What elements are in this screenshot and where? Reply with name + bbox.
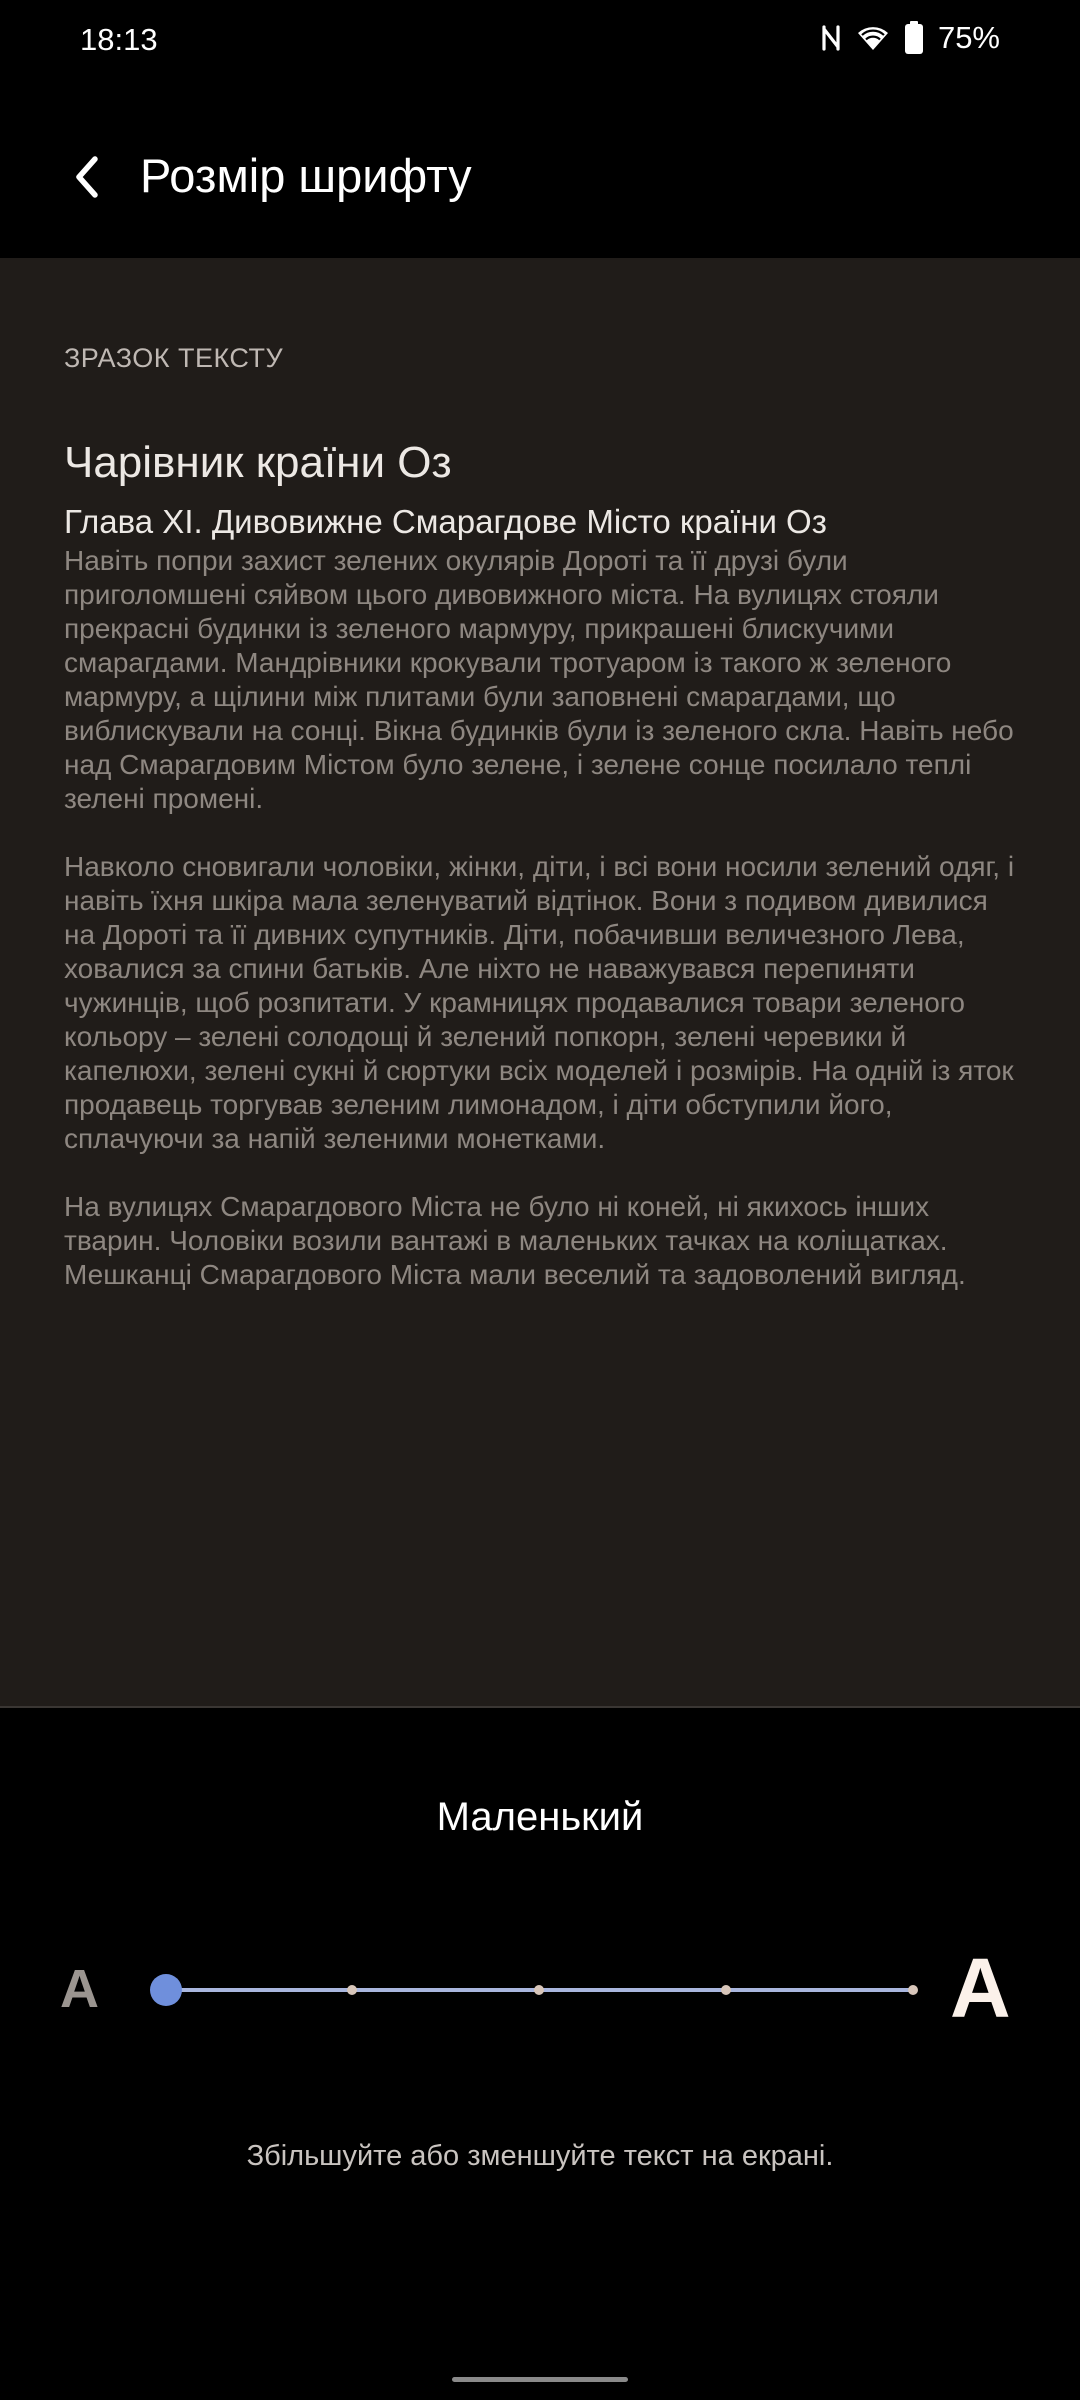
- status-bar: [0, 0, 1080, 80]
- slider-tick[interactable]: [721, 1985, 731, 1995]
- slider-tick[interactable]: [534, 1985, 544, 1995]
- larger-font-button[interactable]: A: [950, 1941, 1011, 2035]
- app-bar: [0, 100, 1080, 258]
- battery-percent: 75%: [937, 20, 1000, 55]
- chapter-title: Глава XI. Дивовижне Смарагдове Місто країни Оз: [64, 503, 827, 540]
- status-icons: [820, 20, 1000, 56]
- gesture-nav-handle[interactable]: [452, 2377, 628, 2382]
- sample-text: [64, 544, 1024, 1326]
- chevron-left-icon: [67, 153, 107, 206]
- battery-icon: [904, 21, 924, 55]
- current-size-label: Маленький: [436, 1795, 644, 1839]
- slider-thumb[interactable]: [150, 1974, 182, 2006]
- back-button[interactable]: [52, 144, 122, 214]
- slider-tick[interactable]: [908, 1985, 918, 1995]
- font-size-hint: Збільшуйте або зменшуйте текст на екрані.: [246, 2140, 834, 2172]
- text-preview-panel: [0, 258, 1080, 1708]
- book-title: Чарівник країни Оз: [64, 438, 452, 487]
- status-time: 18:13: [80, 22, 158, 57]
- slider-tick[interactable]: [347, 1985, 357, 1995]
- sample-paragraph: На вулицях Смарагдового Міста не було ні коней, ні якихось інших тварин. Чоловіки возили вантажі в маленьких тачках на коліщатках. Мешканці Смарагдового Міста мали веселий та задоволений вигляд.: [64, 1191, 966, 1290]
- preview-label: ЗРАЗОК ТЕКСТУ: [64, 343, 284, 373]
- wifi-icon: [856, 24, 890, 52]
- sample-paragraph: Навколо сновигали чоловіки, жінки, діти, і всі вони носили зелений одяг, і навіть їхня шкіра мала зеленуватий відтінок. Вони з подивом дивилися на Дороті та її дивних супутників. Діти, побачивши величезного Лева, ховалися за спини батьків. Але ніхто не наважувався перепиняти чужинців, щоб розпитати. У крамницях продавалися товари зеленого кольору – зелені солодощі й зелений попкорн, зелені черевики й капелюхи, зелені сукні й сюртуки всіх моделей і розмірів. На одній із яток продавець торгував зеленим лимонадом, і діти обступили його, сплачуючи за напій зеленими монетками.: [64, 851, 1015, 1154]
- nfc-icon: [820, 23, 842, 53]
- smaller-font-button[interactable]: A: [60, 1959, 99, 2019]
- font-size-slider[interactable]: [150, 1960, 920, 2020]
- page-title: Розмір шрифту: [140, 149, 472, 202]
- sample-paragraph: Навіть попри захист зелених окулярів Дороті та її друзі були приголомшені сяйвом цього дивовижного міста. На вулицях стояли прекрасні будинки із зеленого мармуру, прикрашені блискучими смарагдами. Мандрівники крокували тротуаром із такого ж зеленого мармуру, а щілини між плитами були заповнені смарагдами, що виблискували на сонці. Вікна будинків були із зеленого скла. Навіть небо над Смарагдовим Містом було зелене, і зелене сонце посилало теплі зелені промені.: [64, 545, 1014, 814]
